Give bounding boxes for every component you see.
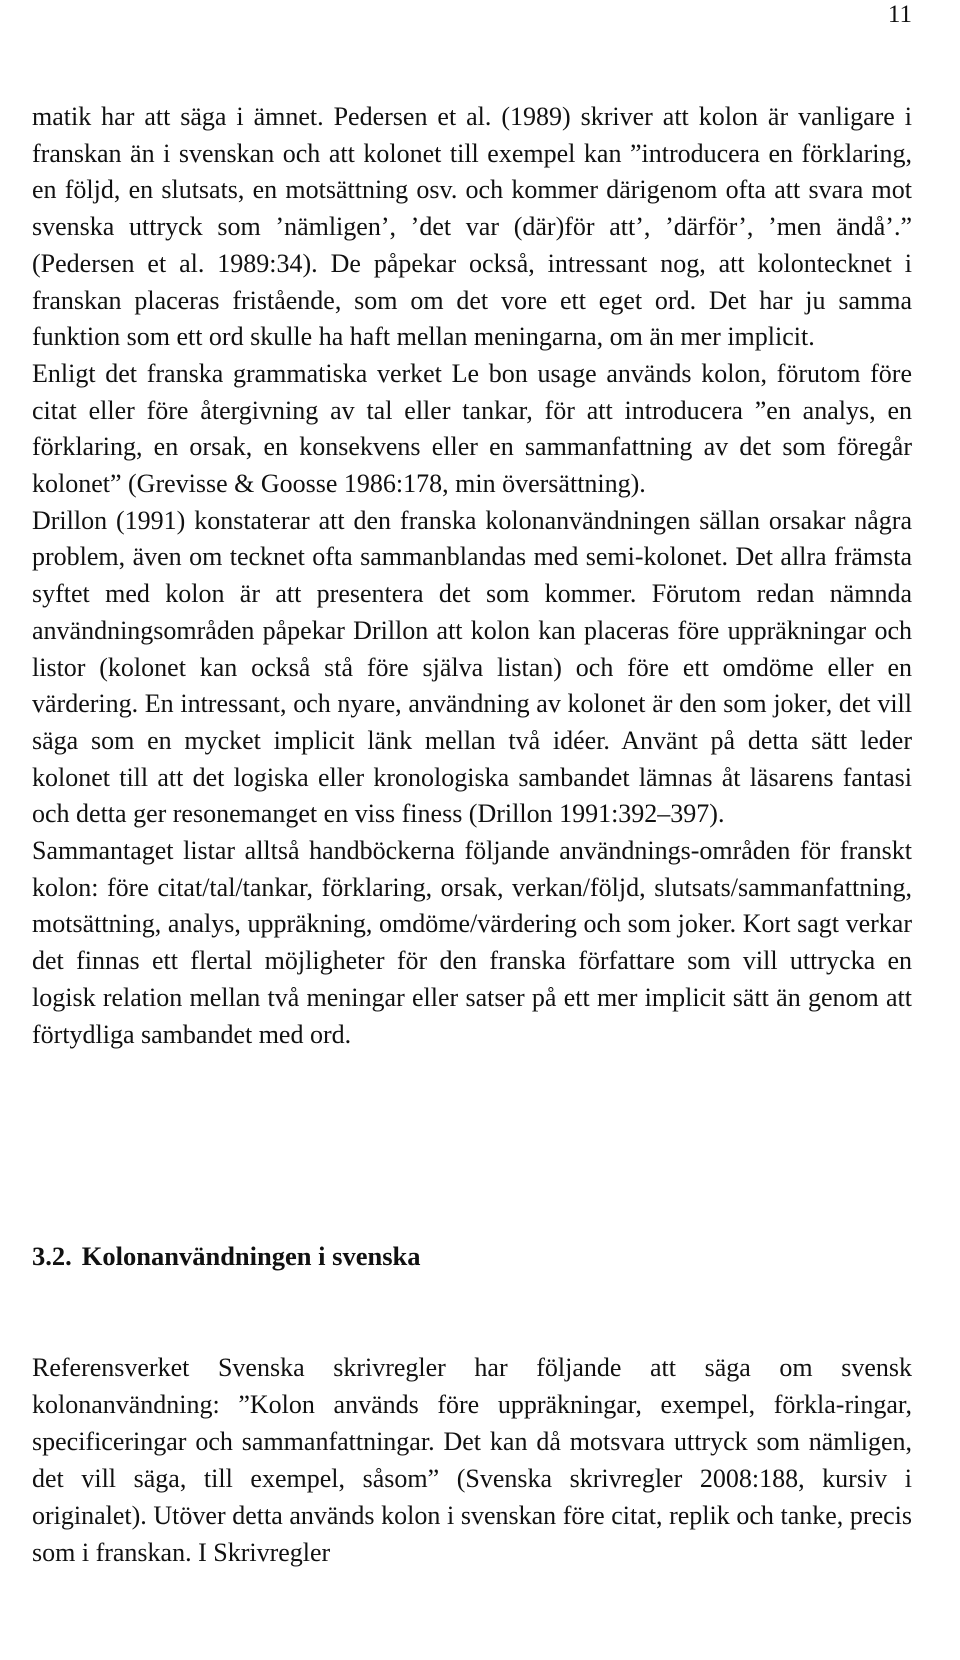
paragraph-2: Enligt det franska grammatiska verket Le bon usage används kolon, förutom före citat eller före återgivning av tal eller tankar, för att introducera ”en analys, en förklaring, en orsak, en konsekvens eller en sammanfattning av det som föregår kolonet” (Grevisse & Goosse 1986:178, min översättning). bbox=[32, 358, 912, 499]
paragraph-3: Drillon (1991) konstaterar att den franska kolonanvändningen sällan orsakar några problem, även om tecknet ofta sammanblandas med semi-kolonet. Det allra främsta syftet med kolon är att presentera det som kommer. Förutom redan nämnda användningsområden påpekar Drillon att kolon kan placeras före uppräkningar och listor (kolonet kan också stå före själva listan) och före ett omdöme eller en värdering. En intressant, och nyare, användning av kolonet är den som joker, det vill säga som en mycket implicit länk mellan två idéer. Använt på detta sätt leder kolonet till att det logiska eller kronologiska sambandet lämnas åt läsarens fantasi och detta ger resonemanget en viss finess (Drillon 1991:392–397). bbox=[32, 505, 912, 829]
body-text bbox=[32, 99, 912, 1053]
paragraph-1: matik har att säga i ämnet. Pedersen et al. (1989) skriver att kolon är vanligare i franskan än i svenskan och att kolonet till exempel kan ”introducera en förklaring, en följd, en slutsats, en motsättning osv. och kommer därigenom ofta att svara mot svenska uttryck som ’nämligen’, ’det var (där)för att’, ’därför’, ’men ändå’.” (Pedersen et al. 1989:34). De påpekar också, intressant nog, att kolontecknet i franskan placeras fristående, som om det vore ett eget ord. Det har ju samma funktion som ett ord skulle ha haft mellan meningarna, om än mer implicit. bbox=[32, 102, 912, 352]
section-heading bbox=[32, 1238, 421, 1274]
paragraph-4: Sammantaget listar alltså handböckerna följande användnings-områden för franskt kolon: före citat/tal/tankar, förklaring, orsak, verkan/följd, slutsats/sammanfattning, motsättning, analys, uppräkning, omdöme/värdering och som joker. Kort sagt verkar det finnas ett flertal möjligheter för den franska författare som vill uttrycka en logisk relation mellan två meningar eller satser på ett mer implicit sätt än genom att förtydliga sambandet med ord. bbox=[32, 836, 912, 1049]
section-paragraph: Referensverket Svenska skrivregler har följande att säga om svensk kolonanvändning: ”Kolon används före uppräkningar, exempel, förkla-ringar, specificeringar och sammanfattningar. Det kan då motsvara uttryck som nämligen, det vill säga, till exempel, såsom” (Svenska skrivregler 2008:188, kursiv i originalet). Utöver detta används kolon i svenskan före citat, replik och tanke, precis som i franskan. I Skrivregler bbox=[32, 1353, 912, 1567]
page-number: 11 bbox=[887, 1, 912, 28]
section-title: Kolonanvändningen i svenska bbox=[81, 1241, 421, 1271]
section-number: 3.2. bbox=[32, 1241, 72, 1271]
